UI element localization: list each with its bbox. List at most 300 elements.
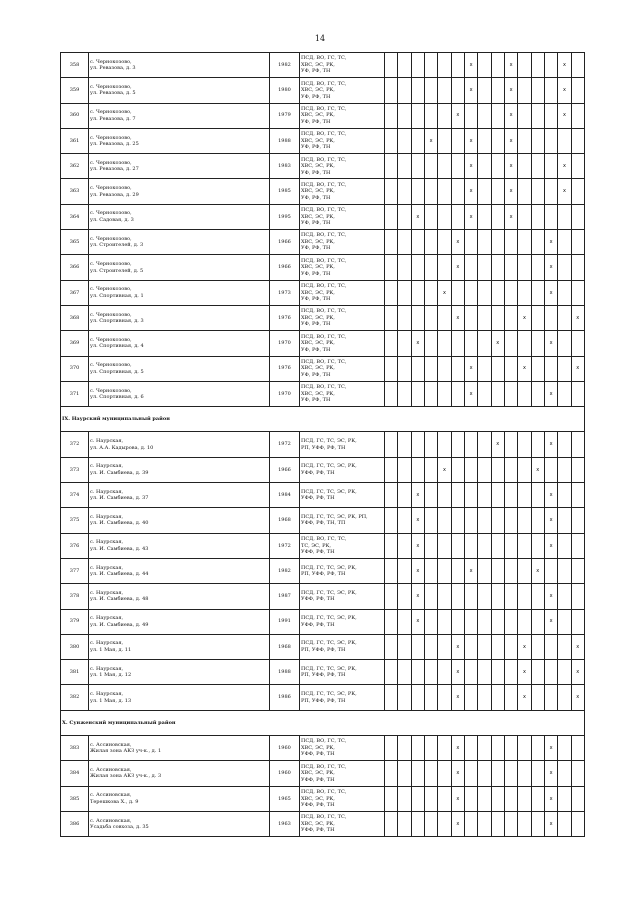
check-cell [558,533,571,558]
check-cell [424,78,437,103]
check-cell [558,381,571,406]
check-cell [424,483,437,508]
check-cell [478,558,491,583]
year-built: 1976 [270,356,300,381]
check-cell [558,508,571,533]
check-cell [478,508,491,533]
address-line: Жилая зона АКЗ уч-к., д. 1 [90,748,162,755]
check-cell [478,128,491,153]
works-list [300,634,385,659]
address-cell [89,78,270,103]
check-cell [504,305,517,330]
check-cell: x [504,128,517,153]
works-list [300,432,385,457]
works-line: ХВС, ЭС, РК, [301,112,335,119]
check-cell [385,558,398,583]
check-cell [504,255,517,280]
year-built: 1980 [270,78,300,103]
check-cell [558,609,571,634]
table-row [61,634,585,659]
year-built: 1987 [270,584,300,609]
check-cell [478,811,491,836]
address-line: с. Чернокозово, [90,387,132,394]
check-cell [438,103,451,128]
works-line: ПСД, ВО, ГС, ТС, [301,536,347,543]
check-cell [518,78,531,103]
check-cell [504,381,517,406]
check-cell [464,634,477,659]
check-cell [385,204,398,229]
row-number: 367 [61,280,89,305]
check-cell [411,660,424,685]
check-cell [478,230,491,255]
check-cell [478,584,491,609]
check-cell [531,634,544,659]
works-list [300,736,385,761]
address-line: ул. Садовая, д. 3 [90,216,134,223]
address-line: с. Чернокозово, [90,286,132,293]
check-cell [478,103,491,128]
check-cell [411,78,424,103]
address-cell [89,533,270,558]
check-cell [438,356,451,381]
works-line: УФФ, РФ, ТН [301,549,335,556]
check-cell [478,761,491,786]
check-cell [531,78,544,103]
check-cell: x [558,53,571,78]
works-line: ХВС, ЭС, РК, [301,87,335,94]
check-cell [504,761,517,786]
section-row [61,407,585,432]
check-cell [544,457,557,482]
check-cell [491,280,504,305]
check-cell [398,331,411,356]
check-cell [398,584,411,609]
check-cell [571,128,584,153]
address-line: с. Наурская, [90,438,124,445]
table-row [61,280,585,305]
check-cell: x [504,154,517,179]
check-cell [571,179,584,204]
check-cell [424,457,437,482]
check-cell [438,179,451,204]
table-row [61,78,585,103]
works-line: ХВС, ЭС, РК, [301,238,335,245]
works-line: ПСД, ГС, ТС, ЭС, РК, [301,438,357,445]
table-row [61,255,585,280]
check-cell [424,154,437,179]
check-cell [504,584,517,609]
check-cell [438,154,451,179]
check-cell: x [464,179,477,204]
address-line: ул. И. Самбиева, д. 49 [90,621,149,628]
check-cell [464,761,477,786]
year-built: 1968 [270,634,300,659]
check-cell [504,508,517,533]
works-line: УФ, РФ, ТН [301,194,331,201]
year-built: 1970 [270,381,300,406]
check-cell [438,204,451,229]
table-row [61,685,585,710]
check-cell [558,230,571,255]
works-list [300,280,385,305]
check-cell: x [558,78,571,103]
address-line: с. Чернокозово, [90,235,132,242]
works-list [300,204,385,229]
address-line: ул. Строителей, д. 5 [90,267,144,274]
check-cell [424,179,437,204]
check-cell [451,179,464,204]
table-row [61,154,585,179]
row-number: 385 [61,786,89,811]
check-cell [571,761,584,786]
check-cell [504,736,517,761]
works-list [300,128,385,153]
check-cell [438,634,451,659]
check-cell [571,280,584,305]
check-cell: x [544,786,557,811]
check-cell [504,558,517,583]
works-line: ПСД, ВО, ГС, ТС, [301,80,347,87]
works-line: РП, УФФ, РФ, ТН [301,672,346,679]
check-cell [424,736,437,761]
check-cell: x [558,179,571,204]
check-cell [571,508,584,533]
works-line: УФФ, РФ, ТН [301,776,335,783]
check-cell [478,786,491,811]
check-cell [504,280,517,305]
check-cell [478,78,491,103]
check-cell [491,584,504,609]
check-cell [491,558,504,583]
works-list [300,230,385,255]
row-number: 358 [61,53,89,78]
works-line: ПСД, ГС, ТС, ЭС, РК, [301,463,357,470]
table-row [61,356,585,381]
check-cell [385,432,398,457]
address-line: ул. Ревазова, д. 5 [90,90,136,97]
check-cell [558,432,571,457]
check-cell [398,103,411,128]
table-row [61,811,585,836]
check-cell [491,204,504,229]
works-list [300,255,385,280]
works-line: ПСД, ВО, ГС, ТС, [301,814,347,821]
address-line: с. Наурская, [90,463,124,470]
row-number: 372 [61,432,89,457]
table-row [61,609,585,634]
check-cell [531,483,544,508]
year-built: 1985 [270,179,300,204]
address-line: с. Чернокозово, [90,109,132,116]
check-cell [385,78,398,103]
check-cell: x [504,78,517,103]
year-built: 1984 [270,483,300,508]
check-cell: x [464,53,477,78]
address-line: с. Чернокозово, [90,311,132,318]
check-cell: x [451,736,464,761]
check-cell: x [571,634,584,659]
works-line: ХВС, ЭС, РК, [301,744,335,751]
check-cell [398,381,411,406]
check-cell [451,609,464,634]
check-cell [478,255,491,280]
check-cell [398,53,411,78]
check-cell: x [544,432,557,457]
year-built: 1972 [270,533,300,558]
check-cell [385,483,398,508]
check-cell [424,230,437,255]
works-line: ХВС, ЭС, РК, [301,61,335,68]
check-cell [518,432,531,457]
check-cell [398,660,411,685]
address-cell [89,204,270,229]
check-cell [518,609,531,634]
check-cell [438,331,451,356]
works-line: ПСД, ВО, ГС, ТС, [301,384,347,391]
row-number: 373 [61,457,89,482]
address-line: ул. Строителей, д. 3 [90,242,144,249]
check-cell [385,305,398,330]
check-cell: x [531,558,544,583]
works-line: УФФ, РФ, ТН [301,469,335,476]
works-list [300,103,385,128]
year-built: 1972 [270,432,300,457]
works-line: УФФ, РФ, ТН [301,596,335,603]
check-cell [558,736,571,761]
check-cell: x [504,204,517,229]
check-cell: x [451,103,464,128]
check-cell [544,204,557,229]
works-list [300,305,385,330]
address-cell [89,761,270,786]
address-line: Терешкова Х., д. 9 [90,798,139,805]
check-cell: x [571,305,584,330]
check-cell [571,786,584,811]
works-line: УФ, РФ, ТН [301,68,331,75]
works-list [300,786,385,811]
table-row [61,457,585,482]
table-row [61,584,585,609]
address-line: ул. И. Самбиева, д. 40 [90,520,149,527]
check-cell [491,786,504,811]
check-cell: x [504,103,517,128]
year-built: 1966 [270,457,300,482]
check-cell [504,432,517,457]
check-cell [451,533,464,558]
check-cell [385,280,398,305]
check-cell [398,356,411,381]
check-cell: x [451,634,464,659]
check-cell [504,660,517,685]
check-cell [438,685,451,710]
works-list [300,179,385,204]
address-line: ул. И. Самбиева, д. 44 [90,571,149,578]
works-list [300,331,385,356]
check-cell [571,609,584,634]
check-cell [571,736,584,761]
works-list [300,811,385,836]
check-cell: x [544,381,557,406]
check-cell [531,609,544,634]
address-line: с. Чернокозово, [90,362,132,369]
check-cell [558,685,571,710]
address-cell [89,53,270,78]
works-line: ХВС, ЭС, РК, [301,314,335,321]
works-line: УФ, РФ, ТН [301,397,331,404]
check-cell [531,533,544,558]
check-cell [424,786,437,811]
row-number: 364 [61,204,89,229]
check-cell [451,457,464,482]
check-cell [451,356,464,381]
check-cell [518,381,531,406]
check-cell [531,508,544,533]
year-built: 1986 [270,685,300,710]
check-cell [504,331,517,356]
table-row [61,53,585,78]
works-line: ПСД, ВО, ГС, ТС, [301,763,347,770]
check-cell [411,103,424,128]
address-line: ул. 1 Мая, д. 13 [90,697,132,704]
check-cell [531,660,544,685]
check-cell [518,508,531,533]
check-cell [478,154,491,179]
check-cell [398,736,411,761]
table-row [61,483,585,508]
works-line: ПСД, ВО, ГС, ТС, [301,55,347,62]
check-cell [424,609,437,634]
table-row [61,432,585,457]
check-cell [571,811,584,836]
check-cell [478,736,491,761]
check-cell [518,457,531,482]
check-cell [571,432,584,457]
works-line: ПСД, ВО, ГС, ТС, [301,131,347,138]
year-built: 1963 [270,811,300,836]
check-cell [385,103,398,128]
row-number: 380 [61,634,89,659]
check-cell [518,736,531,761]
check-cell: x [411,584,424,609]
check-cell [438,230,451,255]
check-cell [531,305,544,330]
address-line: ул. И. Самбиева, д. 43 [90,545,149,552]
check-cell: x [544,230,557,255]
check-cell [478,356,491,381]
check-cell: x [544,280,557,305]
check-cell: x [411,558,424,583]
works-line: УФФ, РФ, ТН [301,827,335,834]
check-cell [558,584,571,609]
check-cell [571,331,584,356]
check-cell [451,78,464,103]
check-cell: x [544,736,557,761]
check-cell [424,508,437,533]
works-line: ПСД, ГС, ТС, ЭС, РК, [301,691,357,698]
check-cell [438,786,451,811]
check-cell: x [544,584,557,609]
check-cell [411,761,424,786]
address-cell [89,331,270,356]
check-cell [544,128,557,153]
check-cell [411,305,424,330]
check-cell [558,204,571,229]
works-line: УФФ, РФ, ТН [301,495,335,502]
check-cell [451,280,464,305]
table-row [61,533,585,558]
check-cell [518,255,531,280]
year-built: 1973 [270,280,300,305]
check-cell [438,811,451,836]
works-line: УФФ, РФ, ТН [301,621,335,628]
check-cell [478,280,491,305]
check-cell [558,457,571,482]
check-cell [385,154,398,179]
check-cell [491,457,504,482]
check-cell [518,128,531,153]
check-cell [411,634,424,659]
check-cell [491,736,504,761]
check-cell [504,811,517,836]
check-cell [385,331,398,356]
check-cell [531,204,544,229]
check-cell [504,533,517,558]
check-cell: x [451,255,464,280]
check-cell [478,483,491,508]
works-list [300,660,385,685]
works-list [300,457,385,482]
works-line: УФ, РФ, ТН [301,296,331,303]
row-number: 377 [61,558,89,583]
check-cell: x [451,660,464,685]
check-cell [424,103,437,128]
works-line: ПСД, ГС, ТС, ЭС, РК, [301,564,357,571]
section-row [61,710,585,735]
check-cell [398,811,411,836]
check-cell: x [451,761,464,786]
check-cell: x [464,381,477,406]
check-cell [491,230,504,255]
check-cell [398,255,411,280]
check-cell [424,634,437,659]
address-cell [89,255,270,280]
check-cell: x [464,128,477,153]
row-number: 386 [61,811,89,836]
check-cell [411,280,424,305]
works-line: ХВС, ЭС, РК, [301,188,335,195]
year-built: 1988 [270,128,300,153]
check-cell [398,154,411,179]
check-cell [438,78,451,103]
check-cell: x [544,761,557,786]
check-cell [411,53,424,78]
check-cell [531,736,544,761]
check-cell [571,103,584,128]
check-cell [398,457,411,482]
works-line: РП, УФФ, РФ, ТН [301,646,346,653]
address-line: с. Чернокозово, [90,336,132,343]
check-cell [478,685,491,710]
works-line: ПСД, ВО, ГС, ТС, [301,156,347,163]
check-cell [518,103,531,128]
check-cell [491,103,504,128]
check-cell: x [518,356,531,381]
check-cell [531,179,544,204]
works-list [300,533,385,558]
table-row [61,179,585,204]
check-cell: x [451,786,464,811]
